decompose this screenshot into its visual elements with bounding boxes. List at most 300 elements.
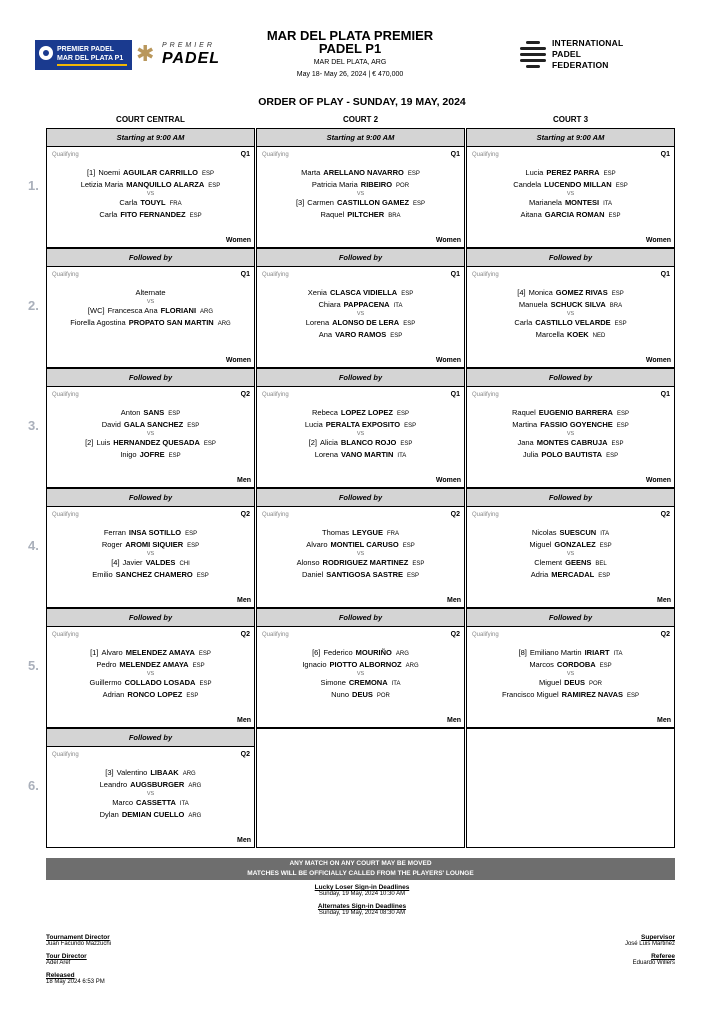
match-type: Qualifying	[472, 152, 499, 158]
court-header-2: COURT 2	[342, 115, 379, 124]
tournament-title-line2: PADEL P1	[318, 41, 382, 56]
row-number: 6.	[28, 778, 39, 793]
order-of-play-title: ORDER OF PLAY - SUNDAY, 19 MAY, 2024	[258, 96, 466, 108]
vs-label: VS	[566, 311, 575, 317]
player-line	[47, 209, 254, 221]
player-first-name: Ana	[318, 330, 333, 339]
player-nationality: ITA	[613, 651, 623, 657]
player-last-name: ARELLANO NAVARRO	[323, 168, 404, 177]
player-first-name: Alicia	[319, 438, 338, 447]
player-line	[467, 329, 674, 341]
player-first-name: Roger	[101, 540, 123, 549]
player-last-name: DEUS	[352, 690, 373, 699]
player-first-name: Luis	[96, 438, 111, 447]
header	[0, 0, 724, 90]
match-type: Qualifying	[52, 752, 79, 758]
player-first-name: Lucia	[525, 168, 544, 177]
player-line	[47, 449, 254, 461]
player-last-name: IRIART	[584, 648, 610, 657]
released-label: Released	[46, 972, 75, 979]
player-nationality: ITA	[393, 303, 403, 309]
match-round: Q2	[240, 751, 250, 758]
match-players	[257, 287, 464, 341]
player-nationality: ESP	[404, 423, 417, 429]
match-round: Q1	[240, 151, 250, 158]
player-last-name: PILTCHER	[347, 210, 385, 219]
player-first-name: Marta	[301, 168, 321, 177]
player-last-name: TOUYL	[140, 198, 166, 207]
player-line	[47, 647, 254, 659]
player-first-name: Emiliano Martin	[529, 648, 582, 657]
player-nationality: ESP	[168, 411, 181, 417]
player-last-name: LIBAAK	[150, 768, 179, 777]
player-last-name: VANO MARTIN	[341, 450, 394, 459]
player-nationality: ESP	[611, 291, 624, 297]
player-line	[467, 527, 674, 539]
player-first-name: Anton	[120, 408, 141, 417]
match-round: Q2	[660, 511, 670, 518]
fip-mark-icon	[520, 39, 546, 69]
vs-label: VS	[146, 671, 155, 677]
notice-line1: ANY MATCH ON ANY COURT MAY BE MOVED	[289, 860, 432, 867]
officials-left	[46, 934, 111, 991]
player-nationality: ARG	[405, 663, 419, 669]
player-nationality: ESP	[198, 651, 211, 657]
player-line	[47, 809, 254, 821]
match-round: Q1	[450, 271, 460, 278]
match-players	[47, 287, 254, 329]
player-line	[47, 407, 254, 419]
player-last-name: GARCIA ROMAN	[544, 210, 605, 219]
match-players	[47, 167, 254, 221]
match-players	[257, 527, 464, 581]
player-nationality: ESP	[611, 441, 624, 447]
player-line	[257, 179, 464, 191]
vs-label: VS	[146, 191, 155, 197]
match-type: Qualifying	[262, 392, 289, 398]
player-first-name: Adrian	[102, 690, 125, 699]
player-line	[47, 797, 254, 809]
player-first-name: Noemi	[98, 168, 120, 177]
player-first-name: Marcos	[529, 660, 554, 669]
match-cell	[46, 128, 255, 248]
player-last-name: FASSIO GOYENCHE	[540, 420, 613, 429]
player-first-name: Martina	[512, 420, 538, 429]
match-gender: Women	[645, 357, 671, 364]
player-first-name: Raquel	[320, 210, 345, 219]
player-first-name: Clement	[534, 558, 563, 567]
tournament-title-line1: MAR DEL PLATA PREMIER	[266, 28, 434, 43]
player-last-name: LOPEZ LOPEZ	[340, 408, 393, 417]
player-nationality: BRA	[388, 213, 401, 219]
player-line	[467, 419, 674, 431]
player-first-name: Chiara	[318, 300, 341, 309]
schedule-grid	[46, 128, 675, 849]
player-line	[257, 329, 464, 341]
match-players	[257, 167, 464, 221]
player-line	[47, 689, 254, 701]
player-first-name: Lorena	[314, 450, 339, 459]
player-nationality: ESP	[599, 663, 612, 669]
player-seed: [6]	[312, 648, 321, 657]
match-gender: Women	[435, 477, 461, 484]
player-last-name: LEYGUE	[352, 528, 383, 537]
player-nationality: NED	[592, 333, 606, 339]
match-players	[257, 407, 464, 461]
player-line	[47, 419, 254, 431]
player-nationality: ESP	[407, 171, 420, 177]
player-first-name: Pedro	[96, 660, 117, 669]
deadlines	[0, 884, 724, 922]
star-icon: ✱	[136, 41, 155, 66]
player-nationality: ESP	[608, 213, 621, 219]
vs-label: VS	[566, 191, 575, 197]
start-time-bar: Followed by	[467, 609, 674, 627]
match-players	[467, 167, 674, 221]
player-last-name: PAPPACENA	[343, 300, 390, 309]
player-line	[47, 767, 254, 779]
tour-director-label: Tour Director	[46, 953, 87, 960]
fip-logo	[520, 37, 630, 73]
player-first-name: Alvaro	[306, 540, 328, 549]
player-line	[47, 179, 254, 191]
match-players	[47, 527, 254, 581]
player-nationality: ESP	[187, 423, 200, 429]
start-time-bar: Followed by	[257, 609, 464, 627]
player-line	[467, 299, 674, 311]
player-last-name: MELENDEZ AMAYA	[125, 648, 195, 657]
player-nationality: ESP	[192, 663, 205, 669]
player-last-name: SCHUCK SILVA	[550, 300, 606, 309]
match-players	[257, 647, 464, 701]
player-last-name: CREMONA	[348, 678, 388, 687]
tournament-title-block	[240, 29, 460, 78]
player-line	[257, 167, 464, 179]
player-nationality: ESP	[203, 441, 216, 447]
player-line	[47, 305, 254, 317]
player-nationality: ESP	[627, 693, 640, 699]
player-first-name: Alvaro	[101, 648, 123, 657]
match-gender: Women	[645, 477, 671, 484]
player-first-name: Aitana	[520, 210, 542, 219]
player-nationality: ARG	[200, 309, 214, 315]
start-time-bar: Followed by	[257, 249, 464, 267]
lucky-loser-label: Lucky Loser Sign-in Deadlines	[314, 884, 410, 891]
match-round: Q2	[240, 511, 250, 518]
player-last-name: SANS	[143, 408, 165, 417]
match-round: Q1	[660, 391, 670, 398]
row-number: 2.	[28, 298, 39, 313]
premier-padel-logo	[136, 40, 236, 70]
vs-label: VS	[356, 671, 365, 677]
player-line	[467, 317, 674, 329]
player-first-name: Carla	[514, 318, 533, 327]
match-gender: Women	[225, 357, 251, 364]
match-type: Qualifying	[262, 272, 289, 278]
match-cell	[466, 488, 675, 608]
match-round: Q2	[240, 631, 250, 638]
player-line	[257, 209, 464, 221]
match-cell	[46, 608, 255, 728]
vs-label: VS	[356, 311, 365, 317]
match-gender: Women	[225, 237, 251, 244]
start-time-bar: Followed by	[47, 369, 254, 387]
player-line	[257, 197, 464, 209]
vs-label: VS	[566, 551, 575, 557]
player-nationality: ITA	[600, 531, 610, 537]
start-time-bar: Followed by	[467, 249, 674, 267]
player-seed: [4]	[517, 288, 526, 297]
player-last-name: RODRIGUEZ MARTINEZ	[322, 558, 409, 567]
player-last-name: POLO BAUTISTA	[541, 450, 603, 459]
player-nationality: ESP	[412, 561, 425, 567]
match-cell	[466, 728, 675, 848]
match-cell	[256, 488, 465, 608]
player-last-name: MOURIÑO	[355, 648, 392, 657]
player-nationality: ESP	[616, 423, 629, 429]
player-line	[47, 569, 254, 581]
player-line	[257, 317, 464, 329]
notice-banner	[46, 858, 675, 880]
match-round: Q2	[660, 631, 670, 638]
player-first-name: Candela	[513, 180, 542, 189]
player-last-name: SANCHEZ CHAMERO	[115, 570, 193, 579]
player-last-name: GALA SANCHEZ	[123, 420, 184, 429]
player-last-name: RONCO LOPEZ	[127, 690, 183, 699]
player-line	[467, 287, 674, 299]
player-last-name: AROMI SIQUIER	[125, 540, 184, 549]
player-nationality: ESP	[187, 543, 200, 549]
start-time-bar: Followed by	[47, 729, 254, 747]
player-line	[257, 437, 464, 449]
player-last-name: FITO FERNANDEZ	[120, 210, 186, 219]
match-round: Q1	[450, 391, 460, 398]
player-first-name: Raquel	[512, 408, 536, 417]
start-time-bar: Starting at 9:00 AM	[257, 129, 464, 147]
player-seed: [2]	[85, 438, 94, 447]
player-last-name: KOEK	[567, 330, 589, 339]
player-nationality: ESP	[603, 171, 616, 177]
player-nationality: ESP	[196, 573, 209, 579]
player-first-name: Adria	[530, 570, 549, 579]
player-last-name: CASTILLO VELARDE	[535, 318, 611, 327]
supervisor-label: Supervisor	[641, 934, 675, 941]
match-players	[47, 647, 254, 701]
player-nationality: ESP	[403, 321, 416, 327]
pp-logo-line1: PREMIER PADEL	[57, 46, 115, 53]
player-first-name: Ignacio	[302, 660, 327, 669]
player-last-name: FLORIANI	[160, 306, 197, 315]
player-line	[467, 179, 674, 191]
player-nationality: ITA	[603, 201, 612, 207]
match-gender: Men	[657, 597, 671, 604]
padel-ball-icon	[39, 46, 53, 60]
player-nationality: ESP	[396, 411, 409, 417]
row-number: 1.	[28, 178, 39, 193]
match-cell	[466, 608, 675, 728]
tournament-dates: May 18- May 26, 2024 | € 470,000	[296, 71, 404, 78]
tour-director-name: Adel Aref	[46, 960, 71, 966]
fip-line2: PADEL	[552, 49, 582, 59]
player-line	[467, 167, 674, 179]
vs-label: VS	[146, 431, 155, 437]
match-type: Qualifying	[52, 272, 79, 278]
match-type: Qualifying	[472, 632, 499, 638]
player-nationality: POR	[588, 681, 602, 687]
player-first-name: Marianela	[529, 198, 562, 207]
row-number: 3.	[28, 418, 39, 433]
player-first-name: Carla	[119, 198, 138, 207]
player-line	[257, 299, 464, 311]
vs-label: VS	[356, 551, 365, 557]
player-nationality: ARG	[182, 771, 196, 777]
vs-label: VS	[566, 431, 575, 437]
player-last-name: DEUS	[564, 678, 585, 687]
player-nationality: POR	[376, 693, 390, 699]
notice-line2: MATCHES WILL BE OFFICIALLY CALLED FROM THE PLAYERS' LOUNGE	[247, 870, 474, 877]
player-first-name: Nicolas	[531, 528, 557, 537]
player-last-name: PIOTTO ALBORNOZ	[329, 660, 402, 669]
player-last-name: COLLADO LOSADA	[124, 678, 196, 687]
vs-label: VS	[566, 671, 575, 677]
match-cell	[466, 128, 675, 248]
supervisor-name: José Luis Martinez	[624, 941, 675, 947]
player-first-name: Dylan	[99, 810, 119, 819]
match-type: Qualifying	[52, 632, 79, 638]
player-first-name: Miguel	[539, 678, 562, 687]
player-first-name: Federico	[323, 648, 353, 657]
player-last-name: AUGSBURGER	[130, 780, 185, 789]
player-last-name: GEENS	[565, 558, 592, 567]
player-last-name: RIBEIRO	[360, 180, 393, 189]
start-time-bar: Followed by	[467, 489, 674, 507]
player-first-name: Monica	[528, 288, 553, 297]
alternates-label: Alternates Sign-in Deadlines	[317, 903, 407, 910]
officials-right	[625, 934, 675, 972]
start-time-bar: Followed by	[47, 489, 254, 507]
player-line	[47, 659, 254, 671]
player-line	[467, 569, 674, 581]
player-last-name: CASTILLON GAMEZ	[336, 198, 410, 207]
player-last-name: INSA SOTILLO	[128, 528, 182, 537]
player-first-name: Carla	[99, 210, 118, 219]
player-first-name: Marcella	[535, 330, 564, 339]
player-line	[47, 557, 254, 569]
player-first-name: Lorena	[305, 318, 330, 327]
player-nationality: POR	[396, 183, 410, 189]
player-line	[47, 527, 254, 539]
player-nationality: CHI	[179, 561, 190, 567]
player-last-name: RAMIREZ NAVAS	[561, 690, 624, 699]
vs-label: VS	[146, 551, 155, 557]
player-last-name: VARO RAMOS	[335, 330, 387, 339]
player-first-name: Nuno	[331, 690, 350, 699]
match-type: Qualifying	[472, 392, 499, 398]
match-cell	[466, 368, 675, 488]
player-nationality: ARG	[188, 783, 202, 789]
player-last-name: MELENDEZ AMAYA	[119, 660, 189, 669]
player-seed: [WC]	[87, 306, 105, 315]
player-last-name: GONZALEZ	[554, 540, 596, 549]
match-gender: Women	[435, 357, 461, 364]
player-first-name: Inigo	[120, 450, 137, 459]
player-first-name: Daniel	[301, 570, 324, 579]
player-first-name: Miguel	[529, 540, 552, 549]
player-last-name: MANQUILLO ALARZA	[126, 180, 205, 189]
player-nationality: ESP	[186, 693, 199, 699]
vs-label: VS	[356, 431, 365, 437]
match-cell	[46, 368, 255, 488]
start-time-bar: Followed by	[257, 489, 464, 507]
player-line	[467, 197, 674, 209]
player-line	[257, 539, 464, 551]
court-header-3: COURT 3	[552, 115, 589, 124]
player-seed: [4]	[111, 558, 120, 567]
match-gender: Men	[657, 717, 671, 724]
player-nationality: ARG	[217, 321, 231, 327]
player-last-name: GOMEZ RIVAS	[555, 288, 608, 297]
player-line	[47, 779, 254, 791]
player-nationality: ITA	[397, 453, 407, 459]
player-nationality: ESP	[599, 543, 612, 549]
court-header-central: COURT CENTRAL	[116, 115, 185, 124]
player-line	[47, 167, 254, 179]
player-first-name: Jana	[517, 438, 534, 447]
player-first-name: Valentino	[116, 768, 148, 777]
player-line	[467, 677, 674, 689]
released-value: 18 May 2024 6:53 PM	[46, 979, 105, 985]
player-last-name: MONTESI	[564, 198, 600, 207]
player-nationality: ARG	[395, 651, 409, 657]
match-cell	[46, 488, 255, 608]
match-players	[467, 647, 674, 701]
player-last-name: LUCENDO MILLAN	[544, 180, 612, 189]
player-last-name: ALONSO DE LERA	[332, 318, 400, 327]
player-seed: [1]	[86, 168, 96, 177]
player-nationality: ESP	[614, 321, 627, 327]
player-line	[257, 287, 464, 299]
match-players	[467, 407, 674, 461]
row-number: 5.	[28, 658, 39, 673]
player-last-name: HERNANDEZ QUESADA	[113, 438, 200, 447]
player-seed: [3]	[295, 198, 305, 207]
player-nationality: ESP	[168, 453, 181, 459]
match-type: Qualifying	[262, 512, 289, 518]
player-last-name: SUESCUN	[559, 528, 597, 537]
match-round: Q2	[450, 631, 460, 638]
player-line	[47, 437, 254, 449]
player-nationality: FRA	[386, 531, 399, 537]
match-cell	[256, 128, 465, 248]
player-first-name: Thomas	[322, 528, 350, 537]
match-round: Q2	[240, 391, 250, 398]
player-line	[257, 647, 464, 659]
player-line	[467, 659, 674, 671]
player-first-name: Manuela	[518, 300, 548, 309]
player-line	[257, 569, 464, 581]
player-first-name: Francesca Ana	[107, 306, 158, 315]
match-type: Qualifying	[262, 152, 289, 158]
lucky-loser-value: Sunday, 19 May, 2024 10:30 AM	[318, 891, 406, 897]
vs-label: VS	[146, 791, 155, 797]
player-line	[467, 557, 674, 569]
pp-logo-line2: MAR DEL PLATA P1	[57, 55, 124, 62]
player-nationality: ESP	[616, 411, 629, 417]
player-first-name: Alonso	[296, 558, 320, 567]
fip-line1: INTERNATIONAL	[552, 38, 624, 48]
player-nationality: ESP	[202, 171, 215, 177]
player-nationality: ESP	[402, 543, 415, 549]
